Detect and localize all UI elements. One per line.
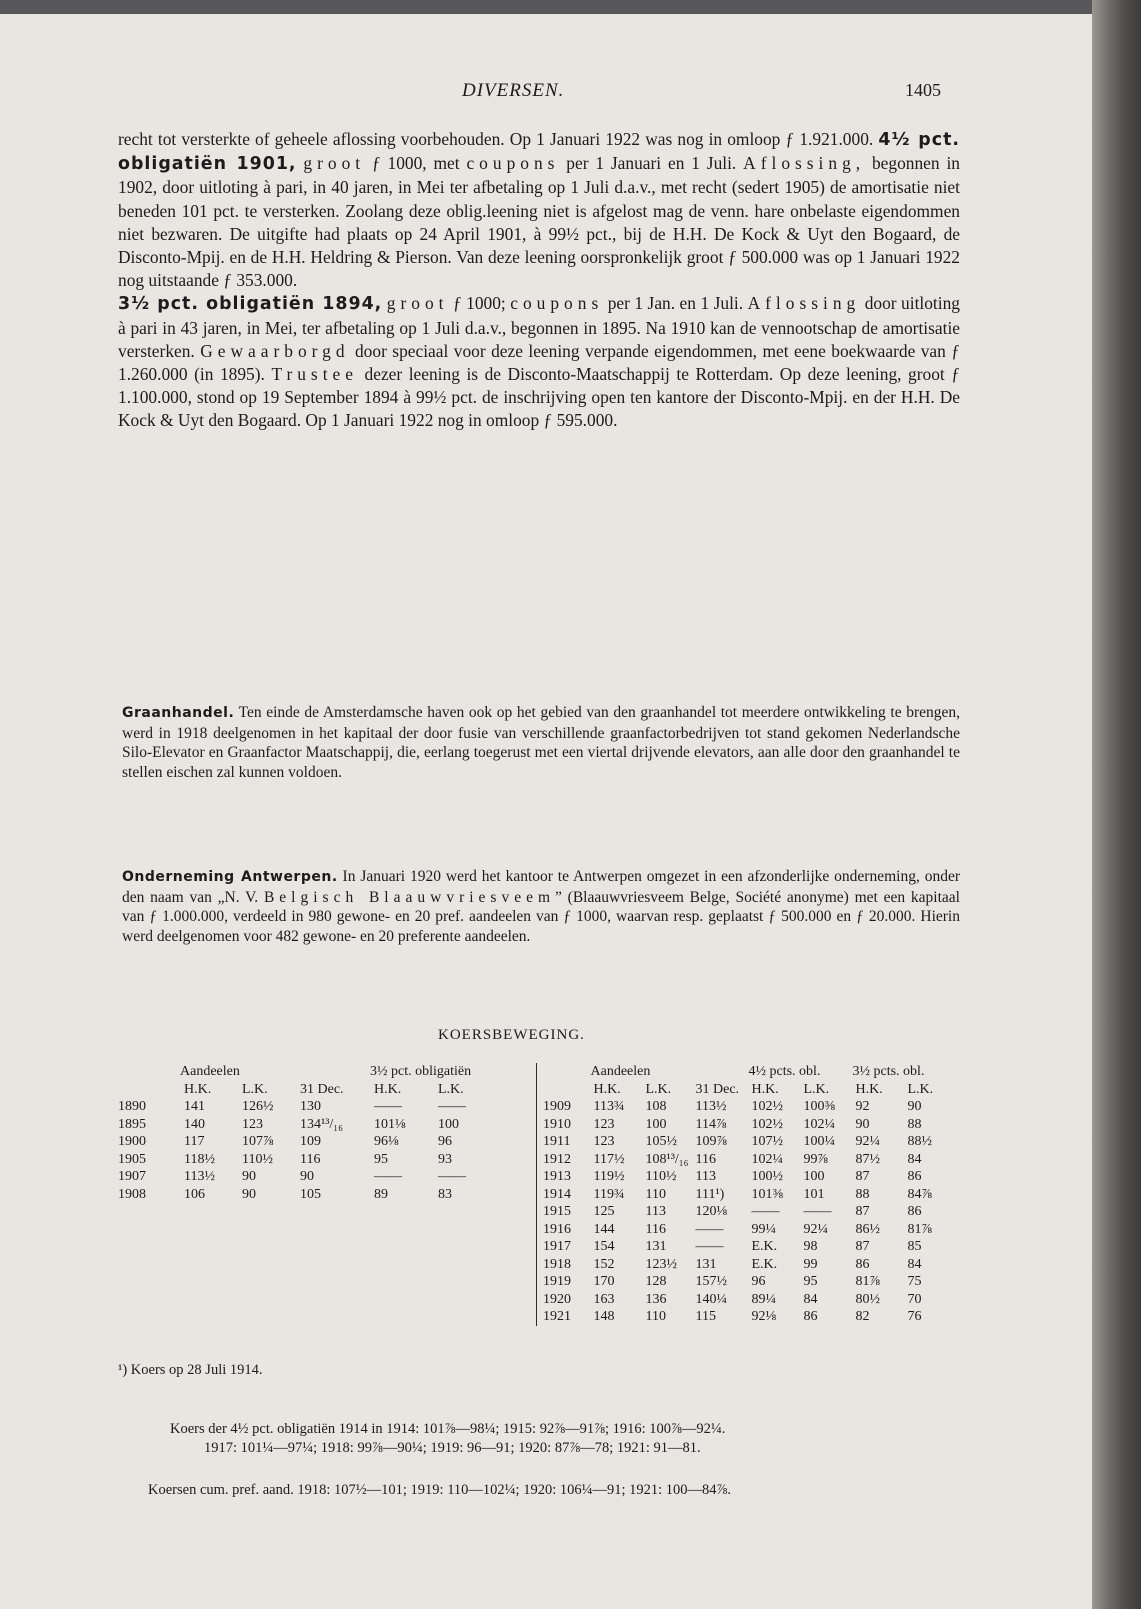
table-cell: —— — [438, 1099, 466, 1114]
table-cell: 116 — [695, 1151, 716, 1167]
table-cell: 134¹³/₁₆ — [300, 1116, 344, 1132]
table-cell: 109⅞ — [695, 1134, 727, 1149]
row-year: 1916 — [543, 1221, 571, 1237]
column-header: L.K. — [242, 1081, 268, 1097]
koers-pref-note: Koersen cum. pref. aand. 1918: 107½—101; 1919: 110—102¼; 1920: 106¼—91; 1921: 100—84⅞. — [148, 1482, 732, 1498]
section-text: ” (Blaauwvriesveem Belge, Société anonyme) met een kapitaal van ƒ 1.000.000, verdeeld in 980 gewone- en 20 pref. aandeelen van ƒ 1000, waarvan resp. geplaatst ƒ 500.000 en ƒ 20.000. Hierin werd deelgenomen voor 482 gewone- en 20 preferente aandeelen. — [122, 888, 960, 945]
table-cell: 86 — [855, 1256, 870, 1272]
table-cell: 81⅞ — [855, 1274, 880, 1289]
table-cell: 96 — [751, 1274, 766, 1289]
section-graanhandel — [122, 703, 960, 782]
table-row — [537, 1133, 953, 1151]
table-cell: 99¼ — [751, 1221, 776, 1237]
spaced-term: coupons — [510, 293, 604, 314]
column-header: L.K. — [645, 1081, 672, 1097]
table-cell: 109 — [300, 1134, 321, 1149]
table-cell: 83 — [438, 1186, 452, 1202]
table-cell: 102¼ — [751, 1151, 783, 1167]
table-cell: 123 — [242, 1116, 263, 1132]
running-header — [0, 80, 1000, 108]
spaced-term: groot — [303, 153, 366, 174]
table-cell: 100½ — [751, 1169, 783, 1184]
table-cell: 113 — [645, 1204, 666, 1219]
section-text: In Januari 1920 werd het kantoor te Antwerpen omgezet in een afzonderlijke onderneming, onder den naam van „N. V. — [122, 868, 960, 906]
table-cell: 126½ — [242, 1099, 274, 1114]
table-cell: 81⅞ — [907, 1221, 932, 1237]
page-number: 1405 — [905, 80, 941, 100]
table-cell: 92⅛ — [751, 1309, 776, 1324]
table-row — [537, 1221, 953, 1239]
paragraph-obligaties-1901 — [118, 128, 960, 292]
table-cell: 98 — [803, 1239, 818, 1254]
group-header: 3½ pct. obligatiën — [370, 1064, 472, 1079]
table-cell: 101⅛ — [374, 1116, 406, 1132]
row-year: 1911 — [543, 1134, 571, 1149]
table-cell: 123½ — [645, 1256, 677, 1272]
table-cell: 100⅜ — [803, 1099, 835, 1114]
group-header: Aandeelen — [590, 1064, 651, 1079]
table-cell: 123 — [593, 1116, 615, 1132]
table-cell: 90 — [300, 1169, 314, 1184]
table-row — [118, 1098, 486, 1116]
table-cell: 123 — [593, 1134, 615, 1149]
column-header: L.K. — [438, 1081, 464, 1097]
table-row — [537, 1186, 953, 1204]
table-cell: 90 — [242, 1186, 256, 1202]
table-cell: 170 — [593, 1274, 615, 1289]
text-run: recht tot versterkte of geheele aflossing voorbehouden. Op 1 Januari 1922 was nog in omloop — [118, 129, 786, 149]
table-row — [118, 1116, 486, 1134]
row-year: 1919 — [543, 1274, 571, 1289]
scan-top-edge — [0, 0, 1092, 14]
table-cell: 110½ — [242, 1151, 273, 1167]
table-cell: 84 — [907, 1151, 922, 1167]
table-cell: —— — [751, 1204, 780, 1219]
table-row — [537, 1116, 953, 1134]
table-cell: 92¼ — [855, 1134, 880, 1149]
table-cell: 148 — [593, 1309, 615, 1324]
table-cell: 157½ — [695, 1274, 727, 1289]
table-row — [537, 1308, 953, 1326]
row-year: 1921 — [543, 1309, 571, 1324]
book-spine — [1092, 0, 1141, 1609]
table-cell: 76 — [907, 1309, 922, 1324]
table-cell: 108¹³/₁₆ — [645, 1151, 689, 1167]
row-year: 1909 — [543, 1099, 571, 1114]
table-cell: 102½ — [751, 1099, 783, 1114]
spaced-term: Gewaarborgd — [200, 340, 350, 361]
table-cell: 140¼ — [695, 1291, 727, 1307]
table-cell: 99 — [803, 1256, 818, 1272]
column-header — [537, 1081, 591, 1099]
table-cell: 105½ — [645, 1134, 677, 1149]
table-cell: 110 — [645, 1186, 666, 1202]
footnote: ¹) Koers op 28 Juli 1914. — [118, 1362, 263, 1378]
table-cell: 102½ — [751, 1116, 783, 1132]
spaced-term: Aflossing — [747, 293, 861, 314]
table-cell: 118½ — [184, 1151, 215, 1167]
koers-line: 1917: 101¼—97¼; 1918: 99⅞—90¼; 1919: 96—91; 1920: 87⅞—78; 1921: 91—81. — [204, 1440, 701, 1456]
table-cell: 84⅞ — [907, 1186, 932, 1202]
table-cell: 163 — [593, 1291, 615, 1307]
row-year: 1895 — [118, 1116, 146, 1132]
table-cell: —— — [695, 1221, 724, 1237]
table-cell: 95 — [374, 1151, 388, 1167]
koers-table-right — [536, 1063, 953, 1326]
table-row — [537, 1291, 953, 1309]
paragraph-obligaties-1894 — [118, 292, 960, 432]
table-cell: 140 — [184, 1116, 205, 1132]
table-cell: 141 — [184, 1099, 205, 1114]
table-row — [537, 1238, 953, 1256]
table-cell: 93 — [438, 1151, 452, 1167]
table-cell: 131 — [695, 1256, 717, 1272]
table-cell: 110½ — [645, 1169, 677, 1184]
table-cell: 125 — [593, 1204, 615, 1219]
table-cell: 88½ — [907, 1134, 932, 1149]
table-cell: 117½ — [593, 1151, 625, 1167]
table-cell: 100 — [803, 1169, 825, 1184]
table-cell: 152 — [593, 1256, 615, 1272]
table-cell: 102¼ — [803, 1116, 835, 1132]
table-cell: 131 — [645, 1239, 667, 1254]
table-cell: 105 — [300, 1186, 321, 1202]
table-row — [118, 1186, 486, 1204]
table-cell: 110 — [645, 1309, 666, 1324]
table-cell: 113½ — [184, 1169, 215, 1184]
text-run: door speciaal voor deze leening verpande eigendommen, met eene boekwaarde van ƒ 1.260.000 (in 1895). — [118, 340, 960, 385]
table-cell: 100 — [645, 1116, 667, 1132]
table-row — [537, 1203, 953, 1221]
table-cell: 119¾ — [593, 1186, 625, 1202]
table-row — [537, 1168, 953, 1186]
section-heading: Graanhandel. — [122, 705, 235, 721]
table-cell: 144 — [593, 1221, 615, 1237]
table-cell: 95 — [803, 1274, 818, 1289]
column-header: L.K. — [803, 1081, 830, 1097]
table-cell: 90 — [907, 1099, 922, 1114]
table-cell: 101⅜ — [751, 1186, 783, 1202]
table-row — [537, 1098, 953, 1116]
table-cell: 128 — [645, 1274, 667, 1289]
table-row — [537, 1256, 953, 1274]
table-cell: 80½ — [855, 1291, 880, 1307]
koers-note — [170, 1420, 970, 1458]
table-row — [118, 1151, 486, 1169]
table-cell: —— — [803, 1204, 832, 1219]
table-cell: 100¼ — [803, 1134, 835, 1149]
table-cell: 84 — [907, 1256, 922, 1272]
koers-table-left — [118, 1063, 486, 1203]
group-header: 4½ pcts. obl. — [748, 1064, 821, 1079]
table-cell: 130 — [300, 1099, 321, 1114]
table-cell: E.K. — [751, 1239, 778, 1254]
table-cell: 92¼ — [803, 1221, 828, 1237]
row-year: 1918 — [543, 1256, 571, 1272]
text-run: begonnen in 1902, door uitloting à pari, in 40 jaren, in Mei ter afbetaling op 1 Juli d.a.v., met recht (sedert 1905) de amortisatie niet beneden 101 pct. te versterken. Zoolang deze oblig.leening niet is afgelost mag de venn. hare onbelaste eigendommen niet bezwaren. De uitgifte had plaats op 24 April 1901, à 99½ pct., bij de H.H. De Kock & Uyt den Bogaard, de Disconto-Mpij. en de H.H. Heldring & Pierson. Van deze leening oorspronkelijk groot ƒ 500.000 was op 1 Januari 1922 nog uitstaande ƒ 353.000. — [118, 153, 960, 291]
table-cell: 86 — [907, 1204, 922, 1219]
row-year: 1890 — [118, 1099, 146, 1114]
table-cell: 115 — [695, 1309, 716, 1324]
text-run: ƒ 1000, met — [365, 153, 467, 174]
table-cell: 87½ — [855, 1151, 880, 1167]
bold-heading: 3½ pct. obligatiën 1894, — [118, 294, 383, 315]
table-cell: 89¼ — [751, 1291, 776, 1307]
table-cell: 96 — [438, 1134, 452, 1149]
table-cell: 86 — [803, 1309, 818, 1324]
group-header: Aandeelen — [180, 1064, 240, 1079]
group-header: 3½ pcts. obl. — [852, 1064, 925, 1079]
table-cell: E.K. — [751, 1256, 778, 1272]
table-cell: 88 — [907, 1116, 922, 1132]
table-cell: 111¹) — [695, 1186, 725, 1202]
table-cell: 100 — [438, 1116, 459, 1132]
table-cell: 90 — [242, 1169, 256, 1184]
text-run: door uitloting à pari in 43 jaren, in Mei, ter afbetaling op 1 Juli d.a.v., begonnen in 1895. Na 1910 kan de vennootschap de amortisatie versterken. — [118, 293, 960, 361]
main-text — [118, 128, 960, 433]
table-cell: 113¾ — [593, 1099, 625, 1114]
section-heading: Onderneming Antwerpen. — [122, 869, 338, 885]
row-year: 1914 — [543, 1186, 571, 1202]
column-header: H.K. — [374, 1081, 402, 1097]
table-cell: 107⅞ — [242, 1134, 274, 1149]
company-name: Belgisch Blaauwvriesveem — [263, 888, 556, 906]
table-cell: —— — [695, 1239, 724, 1254]
row-year: 1917 — [543, 1239, 571, 1254]
koers-line: Koers der 4½ pct. obligatiën 1914 in 1914: 101⅞—98¼; 1915: 92⅞—91⅞; 1916: 100⅞—92¼. — [170, 1421, 726, 1437]
table-cell: 88 — [855, 1186, 870, 1202]
table-cell: 96⅛ — [374, 1134, 399, 1149]
section-title: DIVERSEN. — [462, 80, 565, 101]
section-onderneming-antwerpen — [122, 867, 960, 946]
header-cell — [537, 1063, 591, 1081]
table-cell: —— — [374, 1169, 402, 1184]
row-year: 1915 — [543, 1204, 571, 1219]
row-year: 1912 — [543, 1151, 571, 1167]
row-year: 1910 — [543, 1116, 571, 1132]
table-cell: 89 — [374, 1186, 388, 1202]
table-cell: 84 — [803, 1291, 818, 1307]
column-header: H.K. — [593, 1081, 621, 1097]
column-header: 31 Dec. — [300, 1081, 344, 1097]
table-cell: 136 — [645, 1291, 667, 1307]
table-cell: 119½ — [593, 1169, 625, 1184]
text-run: dezer leening is de Disconto-Maatschappij te Rotterdam. Op deze leening, groot ƒ 1.100.000, stond op 19 September 1894 à 99½ pct. de inschrijving open ten kantore der Disconto-Mpij. en der H.H. De Kock & Uyt den Bogaard. Op 1 Januari 1922 nog in omloop ƒ 595.000. — [118, 364, 960, 431]
table-cell: 82 — [855, 1309, 870, 1324]
table-cell: —— — [438, 1169, 466, 1184]
table-row — [118, 1168, 486, 1186]
table-cell: 87 — [855, 1204, 870, 1219]
text-run: per 1 Jan. en 1 Juli. — [603, 293, 748, 314]
table-cell: 75 — [907, 1274, 922, 1289]
table-cell: 90 — [855, 1116, 870, 1132]
row-year: 1908 — [118, 1186, 146, 1202]
table-cell: —— — [374, 1099, 402, 1114]
text-run: ƒ 1000; — [448, 293, 511, 314]
table-row — [537, 1151, 953, 1169]
column-header: H.K. — [184, 1081, 212, 1097]
section-text: Ten einde de Amsterdamsche haven ook op het gebied van den graanhandel tot meerdere ontwikkeling te brengen, werd in 1918 deelgenomen in het kapitaal der door fusie van verschillende graanfactorbedrijven tot stand gekomen Nederlandsche Silo-Elevator en Graanfactor Maatschappij, die, eerlang toegerust met een viertal drijvende elevators, aan alle door den graanhandel te stellen eischen zal kunnen voldoen. — [122, 704, 960, 781]
table-cell: 114⅞ — [695, 1116, 727, 1132]
table-cell: 92 — [855, 1099, 870, 1114]
table-cell: 107½ — [751, 1134, 783, 1149]
table-cell: 85 — [907, 1239, 922, 1254]
row-year: 1907 — [118, 1169, 146, 1184]
table-cell: 99⅞ — [803, 1151, 828, 1167]
column-header: 31 Dec. — [695, 1081, 740, 1097]
table-row — [118, 1133, 486, 1151]
table-cell: 120⅛ — [695, 1204, 727, 1219]
column-header: H.K. — [751, 1081, 779, 1097]
row-year: 1920 — [543, 1291, 571, 1307]
bold-heading: 4½ pct. obligatiën 1901, — [118, 130, 960, 175]
text-run: ƒ 1.921.000. — [785, 129, 879, 149]
table-cell: 116 — [300, 1151, 321, 1167]
table-cell: 154 — [593, 1239, 615, 1254]
table-cell: 108 — [645, 1099, 667, 1114]
row-year: 1900 — [118, 1134, 146, 1149]
column-header: H.K. — [855, 1081, 883, 1097]
row-year: 1905 — [118, 1151, 146, 1167]
table-title: KOERSBEWEGING. — [438, 1027, 585, 1043]
table-cell: 113 — [695, 1169, 716, 1184]
spaced-term: Trustee — [271, 364, 358, 385]
column-header: L.K. — [907, 1081, 934, 1097]
table-cell: 87 — [855, 1169, 870, 1184]
table-cell: 70 — [907, 1291, 922, 1307]
table-cell: 101 — [803, 1186, 825, 1202]
table-cell: 106 — [184, 1186, 205, 1202]
spaced-term: coupons — [466, 153, 560, 174]
header-cell — [118, 1063, 180, 1081]
table-cell: 116 — [645, 1221, 666, 1237]
table-row — [537, 1273, 953, 1291]
spaced-term: groot — [386, 293, 449, 314]
table-cell: 86½ — [855, 1221, 880, 1237]
table-cell: 86 — [907, 1169, 922, 1184]
table-cell: 113½ — [695, 1099, 727, 1114]
row-year: 1913 — [543, 1169, 571, 1184]
table-cell: 117 — [184, 1134, 205, 1149]
column-header — [118, 1081, 180, 1099]
text-run: per 1 Januari en 1 Juli. — [559, 153, 744, 174]
spaced-term: Aflossing, — [743, 153, 866, 174]
table-cell: 87 — [855, 1239, 870, 1254]
